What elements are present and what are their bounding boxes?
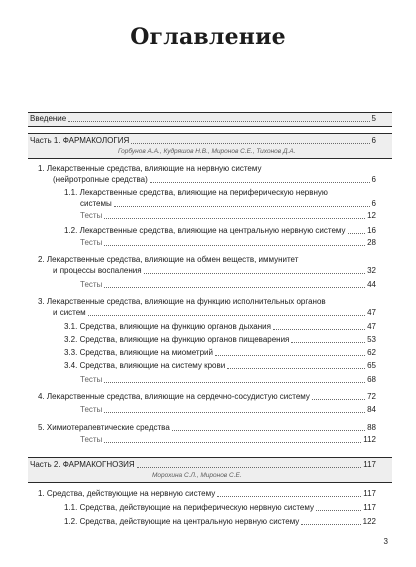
toc-page-number: 5 (371, 114, 376, 123)
dot-leader (227, 367, 365, 369)
toc-entry-label: Часть 2. ФАРМАКОГНОЗИЯ (30, 460, 135, 469)
toc-page-number: 65 (367, 361, 376, 370)
toc-entry-label: 1.2. Лекарственные средства, влияющие на центральную нервную систему (64, 226, 346, 235)
toc-page-number: 44 (367, 280, 376, 289)
toc-entry-4-tests[interactable] (80, 405, 376, 415)
toc-page-number: 122 (362, 517, 376, 526)
toc-entry-3-3[interactable] (64, 348, 376, 358)
toc-entry-label: системы (80, 199, 112, 208)
dot-leader (104, 441, 361, 443)
toc-entry-4[interactable] (38, 392, 376, 402)
dot-leader (348, 232, 366, 234)
toc-page-number: 6 (371, 199, 376, 208)
part-2-authors: Морохина С.Л., Миронов С.Е. (152, 472, 242, 479)
toc-entry-1-2[interactable] (64, 226, 376, 236)
part-1-authors: Горбунов А.А., Кудряшов Н.В., Миронов С.Е., Тихонов Д.А. (118, 148, 296, 155)
toc-page-number: 6 (371, 175, 376, 184)
dot-leader (104, 381, 365, 383)
page-number: 3 (383, 537, 388, 546)
dot-leader (172, 429, 365, 431)
toc-entry-label: (нейротропные средства) (53, 175, 148, 184)
toc-page-number: 53 (367, 335, 376, 344)
toc-entry-label: Тесты (80, 238, 103, 247)
toc-page-number: 62 (367, 348, 376, 357)
toc-entry-label: Тесты (80, 375, 103, 384)
toc-entry-label: 1.2. Средства, действующие на центральную нервную систему (64, 517, 300, 526)
toc-entry-intro[interactable] (30, 114, 376, 124)
toc-page-number: 117 (363, 460, 376, 469)
toc-entry-3-2[interactable] (64, 335, 376, 345)
dot-leader (150, 181, 370, 183)
toc-page-number: 32 (367, 266, 376, 275)
toc-entry-2[interactable] (53, 266, 376, 276)
toc-entry-2-line1[interactable]: 2. Лекарственные средства, влияющие на обмен веществ, иммунитет (38, 255, 299, 264)
toc-entry-1-1[interactable] (80, 199, 376, 209)
toc-part-2-heading[interactable] (30, 460, 376, 470)
toc-entry-1-1-line1[interactable]: 1.1. Лекарственные средства, влияющие на периферическую нервную (64, 188, 328, 197)
dot-leader (316, 509, 361, 511)
dot-leader (215, 354, 365, 356)
toc-entry-1-1-tests[interactable] (80, 211, 376, 221)
toc-entry-1-line1[interactable]: 1. Лекарственные средства, влияющие на нервную систему (38, 164, 262, 173)
toc-entry-3[interactable] (53, 308, 376, 318)
toc-entry-label: Тесты (80, 211, 103, 220)
toc-entry-label: Тесты (80, 435, 103, 444)
dot-leader (137, 466, 362, 468)
toc-entry-label: Тесты (80, 280, 103, 289)
toc-entry-label: и процессы воспаления (53, 266, 142, 275)
toc-part-1-heading[interactable] (30, 136, 376, 146)
dot-leader (291, 341, 365, 343)
toc-entry-label: Тесты (80, 405, 103, 414)
toc-page-number: 28 (367, 238, 376, 247)
toc-page-number: 117 (363, 503, 376, 512)
toc-part-2-entry-1[interactable] (38, 489, 376, 499)
toc-entry-label: 1.1. Средства, действующие на периферическую нервную систему (64, 503, 314, 512)
dot-leader (104, 286, 365, 288)
toc-page-number: 47 (367, 308, 376, 317)
toc-entry-3-4[interactable] (64, 361, 376, 371)
toc-entry-5-tests[interactable] (80, 435, 376, 445)
toc-page-number: 16 (367, 226, 376, 235)
toc-entry-label: 3.4. Средства, влияющие на систему крови (64, 361, 226, 370)
dot-leader (301, 523, 360, 525)
toc-entry-label: 3.1. Средства, влияющие на функцию органов дыхания (64, 322, 271, 331)
dot-leader (273, 328, 365, 330)
toc-entry-1-2-tests[interactable] (80, 238, 376, 248)
toc-entry-label: 1. Средства, действующие на нервную систему (38, 489, 216, 498)
dot-leader (104, 217, 365, 219)
toc-entry-label: 3.2. Средства, влияющие на функцию органов пищеварения (64, 335, 290, 344)
toc-entry-3-1[interactable] (64, 322, 376, 332)
toc-entry-1[interactable] (53, 175, 376, 185)
toc-page-number: 72 (367, 392, 376, 401)
toc-entry-label: 4. Лекарственные средства, влияющие на сердечно-сосудистую систему (38, 392, 310, 401)
toc-entry-label: и систем (53, 308, 86, 317)
toc-entry-label: Часть 1. ФАРМАКОЛОГИЯ (30, 136, 130, 145)
dot-leader (144, 272, 366, 274)
toc-page-number: 88 (367, 423, 376, 432)
dot-leader (104, 411, 365, 413)
dot-leader (217, 495, 361, 497)
dot-leader (104, 244, 365, 246)
dot-leader (68, 120, 369, 122)
toc-entry-2-tests[interactable] (80, 280, 376, 290)
toc-page-number: 112 (363, 435, 376, 444)
toc-entry-label: Введение (30, 114, 67, 123)
toc-entry-label: 3.3. Средства, влияющие на миометрий (64, 348, 213, 357)
toc-part-2-entry-1-2[interactable] (64, 517, 376, 527)
toc-page-number: 84 (367, 405, 376, 414)
toc-page-number: 68 (367, 375, 376, 384)
dot-leader (312, 398, 365, 400)
toc-entry-3-tests[interactable] (80, 375, 376, 385)
toc-entry-3-line1[interactable]: 3. Лекарственные средства, влияющие на функцию исполнительных органов (38, 297, 326, 306)
toc-part-2-entry-1-1[interactable] (64, 503, 376, 513)
dot-leader (114, 205, 370, 207)
dot-leader (131, 142, 369, 144)
page-title: Оглавление (130, 24, 286, 50)
toc-entry-5[interactable] (38, 423, 376, 433)
toc-entry-label: 5. Химиотерапевтические средства (38, 423, 170, 432)
dot-leader (88, 314, 365, 316)
toc-page-number: 12 (367, 211, 376, 220)
toc-page-number: 47 (367, 322, 376, 331)
toc-page-number: 6 (371, 136, 376, 145)
toc-page-number: 117 (363, 489, 376, 498)
